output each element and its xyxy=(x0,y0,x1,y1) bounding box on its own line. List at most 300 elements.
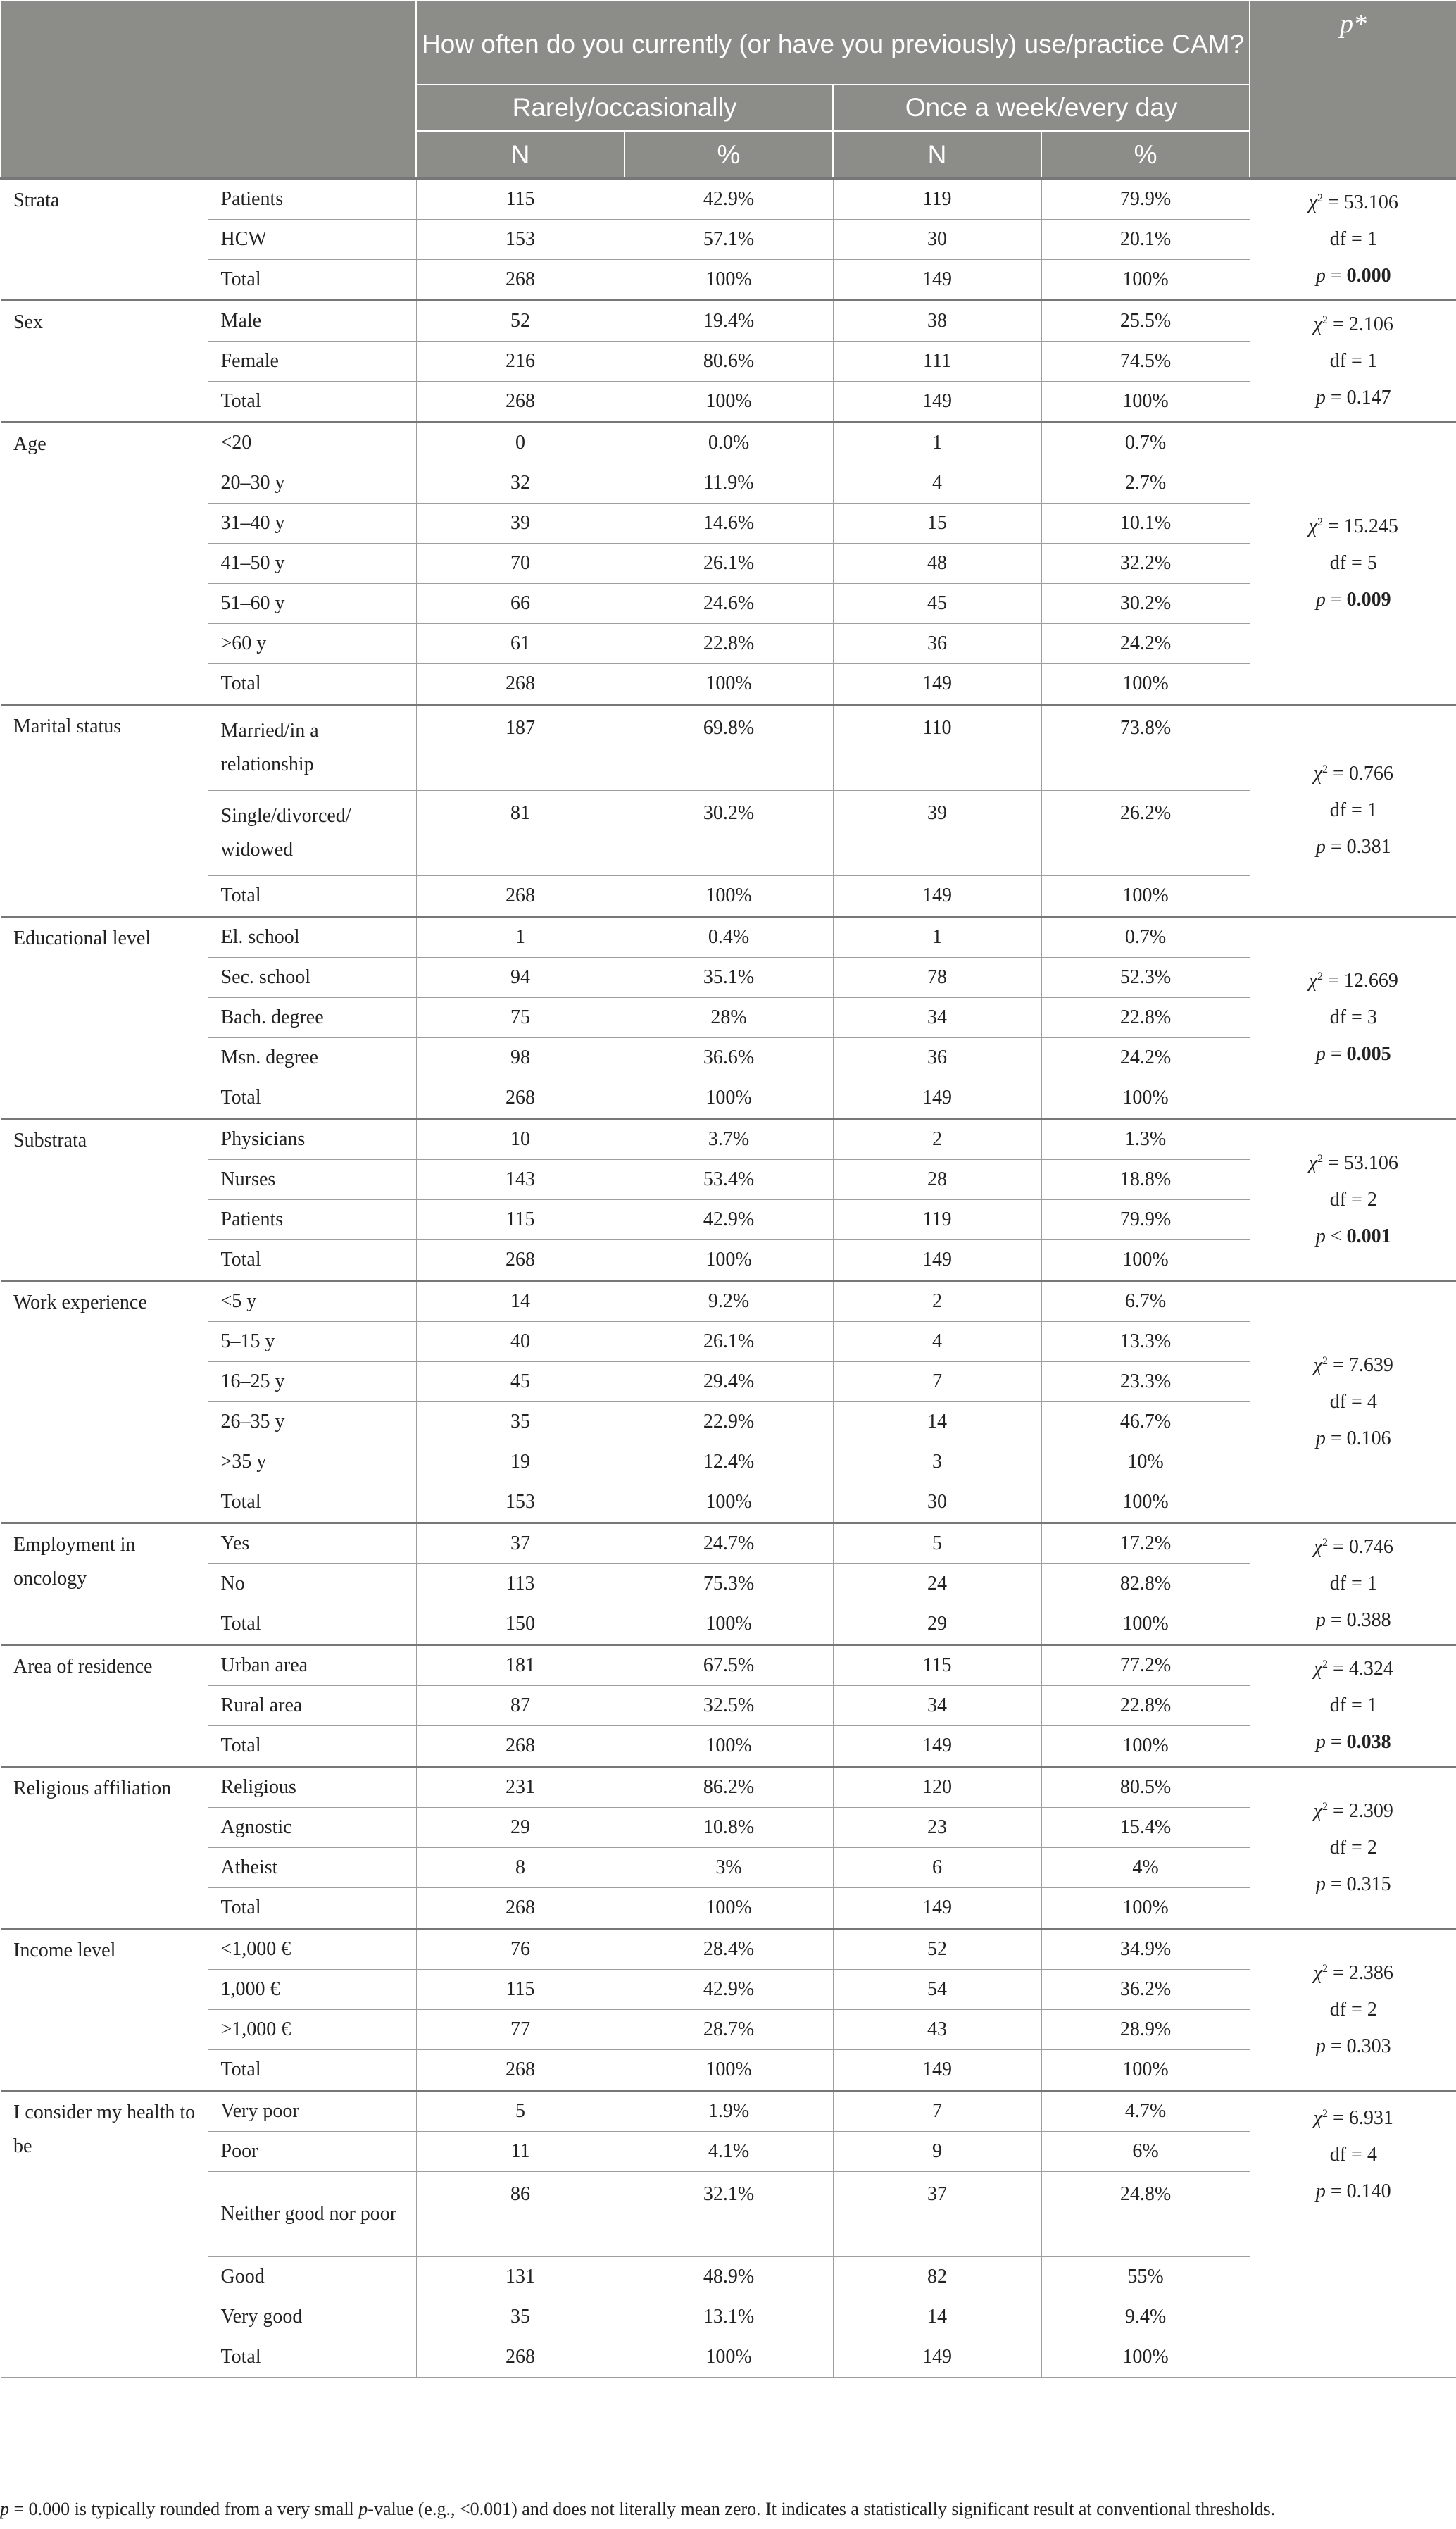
cell-n1: 35 xyxy=(416,1402,625,1442)
cell-n1: 216 xyxy=(416,342,625,382)
df-value: 1 xyxy=(1367,350,1377,372)
chi-square-line: $\chi^2 = 2.106$ xyxy=(1313,313,1393,335)
cell-p1: 42.9% xyxy=(625,1200,833,1240)
p-operator: = xyxy=(1330,2035,1342,2057)
variable-name: Work experience xyxy=(1,1281,208,1523)
table-row xyxy=(1,2091,1456,2132)
p-line: p = 0.009 xyxy=(1315,589,1391,611)
cell-p2: 10.1% xyxy=(1041,504,1250,544)
cell-n1: 8 xyxy=(416,1848,625,1888)
test-statistic xyxy=(1250,301,1456,423)
cell-p1: 29.4% xyxy=(625,1362,833,1402)
cell-n1: 29 xyxy=(416,1808,625,1848)
chi-square-line: $\chi^2 = 6.931$ xyxy=(1313,2107,1393,2129)
header-group-weekly: Once a week/every day xyxy=(833,85,1250,131)
cell-n1: 19 xyxy=(416,1442,625,1482)
table-row xyxy=(1,1929,1456,1970)
cell-n1: 94 xyxy=(416,958,625,998)
cell-p2: 24.2% xyxy=(1041,624,1250,664)
cell-n1: 231 xyxy=(416,1767,625,1808)
cell-n2: 110 xyxy=(833,705,1041,791)
cell-p2: 30.2% xyxy=(1041,584,1250,624)
cell-p1: 26.1% xyxy=(625,544,833,584)
variable-name: I consider my health to be xyxy=(1,2091,208,2378)
cell-n2: 14 xyxy=(833,2297,1041,2337)
cell-n1: 66 xyxy=(416,584,625,624)
level-label: <5 y xyxy=(208,1281,416,1322)
cell-p1: 100% xyxy=(625,1726,833,1767)
cell-p2: 100% xyxy=(1041,1604,1250,1645)
df-line: df = 2 xyxy=(1329,1836,1377,1859)
chi-square-value: 12.669 xyxy=(1343,970,1398,992)
table-row xyxy=(1,342,1456,382)
cell-n2: 78 xyxy=(833,958,1041,998)
cell-p1: 4.1% xyxy=(625,2132,833,2172)
cell-p1: 22.9% xyxy=(625,1402,833,1442)
level-label: Total xyxy=(208,876,416,917)
table-row xyxy=(1,1604,1456,1645)
cell-p1: 100% xyxy=(625,876,833,917)
chi-square-value: 7.639 xyxy=(1348,1354,1393,1376)
cell-p2: 77.2% xyxy=(1041,1645,1250,1686)
cell-n2: 45 xyxy=(833,584,1041,624)
p-operator: = xyxy=(1330,265,1342,287)
level-label: 16–25 y xyxy=(208,1362,416,1402)
cell-p2: 100% xyxy=(1041,2050,1250,2091)
cell-p1: 100% xyxy=(625,1078,833,1119)
df-line: df = 5 xyxy=(1329,552,1377,574)
test-statistic xyxy=(1250,1523,1456,1645)
level-label: Rural area xyxy=(208,1686,416,1726)
cell-n2: 149 xyxy=(833,382,1041,423)
variable-name: Sex xyxy=(1,301,208,423)
cell-n2: 34 xyxy=(833,998,1041,1038)
cell-n2: 7 xyxy=(833,1362,1041,1402)
cell-p2: 100% xyxy=(1041,382,1250,423)
cell-p1: 14.6% xyxy=(625,504,833,544)
cell-n1: 32 xyxy=(416,463,625,504)
cell-p2: 24.2% xyxy=(1041,1038,1250,1078)
chi-square-value: 2.309 xyxy=(1348,1799,1393,1822)
cell-n1: 181 xyxy=(416,1645,625,1686)
test-statistic xyxy=(1250,1119,1456,1281)
level-label: Nurses xyxy=(208,1160,416,1200)
level-label: 20–30 y xyxy=(208,463,416,504)
df-value: 1 xyxy=(1367,799,1377,821)
p-value: 0.001 xyxy=(1346,1225,1391,1247)
level-label: Very good xyxy=(208,2297,416,2337)
table-row xyxy=(1,1200,1456,1240)
df-line: df = 4 xyxy=(1329,2144,1377,2166)
cell-n1: 268 xyxy=(416,260,625,301)
table-row xyxy=(1,1482,1456,1523)
p-operator: = xyxy=(1330,1043,1342,1065)
table-row xyxy=(1,1767,1456,1808)
cell-p2: 4.7% xyxy=(1041,2091,1250,2132)
cell-n2: 52 xyxy=(833,1929,1041,1970)
cell-p1: 100% xyxy=(625,2337,833,2378)
df-value: 4 xyxy=(1367,2144,1377,2166)
cell-p2: 22.8% xyxy=(1041,1686,1250,1726)
table-row xyxy=(1,584,1456,624)
cell-p2: 79.9% xyxy=(1041,1200,1250,1240)
test-statistic xyxy=(1250,1767,1456,1929)
cell-n2: 120 xyxy=(833,1767,1041,1808)
level-label: 41–50 y xyxy=(208,544,416,584)
df-value: 1 xyxy=(1367,1694,1377,1716)
cell-n1: 87 xyxy=(416,1686,625,1726)
cell-p1: 36.6% xyxy=(625,1038,833,1078)
table-row xyxy=(1,1362,1456,1402)
cell-n2: 7 xyxy=(833,2091,1041,2132)
cell-p1: 28% xyxy=(625,998,833,1038)
table-row xyxy=(1,958,1456,998)
cell-n1: 45 xyxy=(416,1362,625,1402)
cell-p2: 100% xyxy=(1041,876,1250,917)
cell-p2: 23.3% xyxy=(1041,1362,1250,1402)
df-value: 5 xyxy=(1367,552,1377,574)
cell-n2: 2 xyxy=(833,1119,1041,1160)
cell-n2: 6 xyxy=(833,1848,1041,1888)
p-line: p = 0.381 xyxy=(1315,836,1391,858)
cell-n1: 268 xyxy=(416,664,625,705)
table-row xyxy=(1,1160,1456,1200)
chi-square-value: 2.386 xyxy=(1348,1961,1393,1984)
variable-name: Income level xyxy=(1,1929,208,2091)
cell-p1: 13.1% xyxy=(625,2297,833,2337)
cell-n2: 14 xyxy=(833,1402,1041,1442)
chi-square-line: $\chi^2 = 15.245$ xyxy=(1308,516,1398,537)
p-line: p = 0.388 xyxy=(1315,1609,1391,1631)
cell-n2: 43 xyxy=(833,2010,1041,2050)
cell-p2: 20.1% xyxy=(1041,220,1250,260)
p-operator: = xyxy=(1330,1609,1342,1631)
level-label: 1,000 € xyxy=(208,1970,416,2010)
level-label: Poor xyxy=(208,2132,416,2172)
cell-n1: 115 xyxy=(416,1970,625,2010)
level-label: >60 y xyxy=(208,624,416,664)
chi-square-line: $\chi^2 = 4.324$ xyxy=(1313,1658,1393,1680)
cell-p2: 17.2% xyxy=(1041,1523,1250,1564)
cell-n2: 54 xyxy=(833,1970,1041,2010)
level-label: Total xyxy=(208,1240,416,1281)
test-statistic xyxy=(1250,1645,1456,1767)
test-statistic xyxy=(1250,1929,1456,2091)
cell-p1: 100% xyxy=(625,1604,833,1645)
footnote-text: = 0.000 is typically rounded from a very small xyxy=(9,2499,359,2519)
table-row xyxy=(1,791,1456,876)
level-label: Total xyxy=(208,2050,416,2091)
df-value: 1 xyxy=(1367,1573,1377,1594)
cell-p1: 24.7% xyxy=(625,1523,833,1564)
cell-n2: 29 xyxy=(833,1604,1041,1645)
cell-p1: 0.0% xyxy=(625,423,833,463)
p-line: p = 0.140 xyxy=(1315,2180,1391,2202)
table-row xyxy=(1,2132,1456,2172)
level-label: Good xyxy=(208,2257,416,2297)
cell-p2: 18.8% xyxy=(1041,1160,1250,1200)
cell-p2: 24.8% xyxy=(1041,2172,1250,2257)
cell-n1: 40 xyxy=(416,1322,625,1362)
cell-n1: 5 xyxy=(416,2091,625,2132)
cell-p2: 100% xyxy=(1041,1078,1250,1119)
cell-n2: 39 xyxy=(833,791,1041,876)
df-line: df = 1 xyxy=(1329,799,1377,821)
level-label: Female xyxy=(208,342,416,382)
df-value: 4 xyxy=(1367,1390,1377,1413)
cell-p2: 73.8% xyxy=(1041,705,1250,791)
cell-n2: 2 xyxy=(833,1281,1041,1322)
variable-name: Marital status xyxy=(1,705,208,917)
cell-n2: 111 xyxy=(833,342,1041,382)
table-row xyxy=(1,1240,1456,1281)
df-line: df = 2 xyxy=(1329,1998,1377,2021)
cell-p2: 46.7% xyxy=(1041,1402,1250,1442)
p-line: p = 0.106 xyxy=(1315,1427,1391,1449)
cell-n2: 30 xyxy=(833,220,1041,260)
table-row xyxy=(1,544,1456,584)
table-row xyxy=(1,1848,1456,1888)
cell-p2: 74.5% xyxy=(1041,342,1250,382)
cell-n2: 119 xyxy=(833,1200,1041,1240)
level-label: Total xyxy=(208,1604,416,1645)
table-row xyxy=(1,1808,1456,1848)
df-value: 3 xyxy=(1367,1006,1377,1028)
p-line: p = 0.038 xyxy=(1315,1731,1391,1753)
cell-n1: 187 xyxy=(416,705,625,791)
footnote-text-2: -value (e.g., <0.001) and does not literally mean zero. It indicates a statistically significant result at conventional thresholds. xyxy=(368,2499,1276,2519)
cell-p1: 69.8% xyxy=(625,705,833,791)
cell-p1: 11.9% xyxy=(625,463,833,504)
table-row xyxy=(1,1442,1456,1482)
cell-n2: 149 xyxy=(833,260,1041,301)
test-statistic xyxy=(1250,917,1456,1119)
cell-n1: 35 xyxy=(416,2297,625,2337)
cell-p2: 13.3% xyxy=(1041,1322,1250,1362)
p-value: 0.038 xyxy=(1346,1731,1391,1753)
chi-square-value: 0.746 xyxy=(1348,1536,1393,1558)
cell-n1: 10 xyxy=(416,1119,625,1160)
header-group-rarely: Rarely/occasionally xyxy=(416,85,833,131)
cell-p1: 100% xyxy=(625,2050,833,2091)
table-row xyxy=(1,2050,1456,2091)
cell-p2: 100% xyxy=(1041,2337,1250,2378)
variable-name: Age xyxy=(1,423,208,705)
cell-n2: 1 xyxy=(833,423,1041,463)
cell-p2: 1.3% xyxy=(1041,1119,1250,1160)
chi-square-value: 0.766 xyxy=(1348,763,1393,785)
p-value: 0.315 xyxy=(1346,1873,1391,1895)
cell-n2: 36 xyxy=(833,624,1041,664)
level-label: 26–35 y xyxy=(208,1402,416,1442)
table-row xyxy=(1,1564,1456,1604)
cell-p1: 26.1% xyxy=(625,1322,833,1362)
p-value: 0.009 xyxy=(1346,589,1391,611)
header-question: How often do you currently (or have you previously) use/practice CAM? xyxy=(416,1,1250,85)
header-pct-rarely: % xyxy=(625,131,833,179)
cell-n2: 48 xyxy=(833,544,1041,584)
cell-n1: 131 xyxy=(416,2257,625,2297)
df-value: 2 xyxy=(1367,1188,1377,1211)
cell-p1: 57.1% xyxy=(625,220,833,260)
chi-square-value: 53.106 xyxy=(1343,1151,1398,1174)
test-statistic xyxy=(1250,1281,1456,1523)
header-n-weekly: N xyxy=(833,131,1041,179)
level-label: >1,000 € xyxy=(208,2010,416,2050)
level-label: Religious xyxy=(208,1767,416,1808)
p-value: 0.388 xyxy=(1346,1609,1391,1631)
cell-p1: 28.7% xyxy=(625,2010,833,2050)
cell-p2: 79.9% xyxy=(1041,179,1250,220)
cell-p1: 3.7% xyxy=(625,1119,833,1160)
table-body xyxy=(1,179,1456,2378)
cell-n2: 30 xyxy=(833,1482,1041,1523)
p-line: p < 0.001 xyxy=(1315,1225,1391,1247)
cell-p1: 0.4% xyxy=(625,917,833,958)
cell-p2: 4% xyxy=(1041,1848,1250,1888)
cell-n2: 15 xyxy=(833,504,1041,544)
cell-p1: 32.5% xyxy=(625,1686,833,1726)
cell-p1: 19.4% xyxy=(625,301,833,342)
cell-p2: 100% xyxy=(1041,1888,1250,1929)
chi-square-line: $\chi^2 = 53.106$ xyxy=(1308,192,1398,213)
cell-n1: 268 xyxy=(416,2050,625,2091)
cell-n2: 23 xyxy=(833,1808,1041,1848)
cell-n2: 149 xyxy=(833,1078,1041,1119)
cell-p1: 28.4% xyxy=(625,1929,833,1970)
df-value: 2 xyxy=(1367,1998,1377,2021)
cell-p1: 100% xyxy=(625,1888,833,1929)
cell-n2: 149 xyxy=(833,876,1041,917)
level-label: Msn. degree xyxy=(208,1038,416,1078)
table-row xyxy=(1,423,1456,463)
level-label: Single/divorced/ widowed xyxy=(208,791,416,876)
cell-p2: 6% xyxy=(1041,2132,1250,2172)
p-value: 0.381 xyxy=(1346,836,1391,858)
p-operator: = xyxy=(1330,2180,1342,2202)
level-label: Yes xyxy=(208,1523,416,1564)
level-label: Agnostic xyxy=(208,1808,416,1848)
level-label: 31–40 y xyxy=(208,504,416,544)
chi-square-line: $\chi^2 = 2.386$ xyxy=(1313,1961,1393,1984)
level-label: <20 xyxy=(208,423,416,463)
p-value: 0.147 xyxy=(1346,387,1391,408)
table-row xyxy=(1,301,1456,342)
cell-p1: 67.5% xyxy=(625,1645,833,1686)
cell-p1: 48.9% xyxy=(625,2257,833,2297)
table-header xyxy=(1,1,1456,179)
cell-n1: 86 xyxy=(416,2172,625,2257)
cell-n1: 113 xyxy=(416,1564,625,1604)
cell-n2: 28 xyxy=(833,1160,1041,1200)
df-line: df = 1 xyxy=(1329,1573,1377,1594)
cell-p1: 100% xyxy=(625,382,833,423)
cell-p2: 100% xyxy=(1041,1726,1250,1767)
table-row xyxy=(1,998,1456,1038)
cell-p1: 3% xyxy=(625,1848,833,1888)
chi-square-line: $\chi^2 = 0.766$ xyxy=(1313,763,1393,785)
level-label: Very poor xyxy=(208,2091,416,2132)
p-line: p = 0.005 xyxy=(1315,1043,1391,1065)
cell-p1: 32.1% xyxy=(625,2172,833,2257)
p-operator: < xyxy=(1330,1225,1342,1247)
p-operator: = xyxy=(1330,589,1342,611)
variable-name: Employment in oncology xyxy=(1,1523,208,1645)
cell-n2: 149 xyxy=(833,1888,1041,1929)
chi-square-value: 2.106 xyxy=(1348,313,1393,335)
table-row xyxy=(1,2010,1456,2050)
cell-p2: 100% xyxy=(1041,664,1250,705)
chi-square-line: $\chi^2 = 7.639$ xyxy=(1313,1354,1393,1376)
cell-n2: 115 xyxy=(833,1645,1041,1686)
cell-p2: 80.5% xyxy=(1041,1767,1250,1808)
test-statistic xyxy=(1250,705,1456,917)
cell-p1: 35.1% xyxy=(625,958,833,998)
level-label: Male xyxy=(208,301,416,342)
header-blank-cell xyxy=(1,1,416,179)
level-label: Sec. school xyxy=(208,958,416,998)
cell-p2: 28.9% xyxy=(1041,2010,1250,2050)
header-n-rarely: N xyxy=(416,131,625,179)
table-row xyxy=(1,1281,1456,1322)
test-statistic xyxy=(1250,2091,1456,2378)
cell-p2: 2.7% xyxy=(1041,463,1250,504)
footnote-p-symbol-2: p xyxy=(358,2499,368,2519)
p-value: 0.000 xyxy=(1346,265,1391,287)
level-label: Bach. degree xyxy=(208,998,416,1038)
table-row xyxy=(1,664,1456,705)
table-row xyxy=(1,2257,1456,2297)
table-row xyxy=(1,917,1456,958)
chi-square-line: $\chi^2 = 2.309$ xyxy=(1313,1799,1393,1822)
cell-n1: 14 xyxy=(416,1281,625,1322)
cell-p2: 0.7% xyxy=(1041,917,1250,958)
level-label: Atheist xyxy=(208,1848,416,1888)
cell-p2: 26.2% xyxy=(1041,791,1250,876)
p-operator: = xyxy=(1330,387,1342,408)
level-label: Total xyxy=(208,1482,416,1523)
table-row xyxy=(1,624,1456,664)
level-label: Married/in a relationship xyxy=(208,705,416,791)
p-value: 0.005 xyxy=(1346,1043,1391,1065)
cell-n1: 81 xyxy=(416,791,625,876)
df-line: df = 2 xyxy=(1329,1188,1377,1211)
cell-n1: 153 xyxy=(416,1482,625,1523)
cell-p2: 100% xyxy=(1041,1240,1250,1281)
chi-square-line: $\chi^2 = 53.106$ xyxy=(1308,1151,1398,1174)
variable-name: Religious affiliation xyxy=(1,1767,208,1929)
table-row xyxy=(1,1322,1456,1362)
p-value: 0.140 xyxy=(1346,2180,1391,2202)
table-row xyxy=(1,1726,1456,1767)
cell-p1: 100% xyxy=(625,664,833,705)
level-label: Urban area xyxy=(208,1645,416,1686)
cell-n1: 268 xyxy=(416,1240,625,1281)
test-statistic xyxy=(1250,179,1456,301)
cell-n2: 5 xyxy=(833,1523,1041,1564)
level-label: Total xyxy=(208,664,416,705)
chi-square-value: 4.324 xyxy=(1348,1658,1393,1680)
cell-n1: 37 xyxy=(416,1523,625,1564)
variable-name: Educational level xyxy=(1,917,208,1119)
table-row xyxy=(1,1523,1456,1564)
cell-n1: 0 xyxy=(416,423,625,463)
df-line: df = 4 xyxy=(1329,1390,1377,1413)
level-label: Total xyxy=(208,382,416,423)
table-row xyxy=(1,220,1456,260)
p-operator: = xyxy=(1330,1731,1342,1753)
level-label: HCW xyxy=(208,220,416,260)
